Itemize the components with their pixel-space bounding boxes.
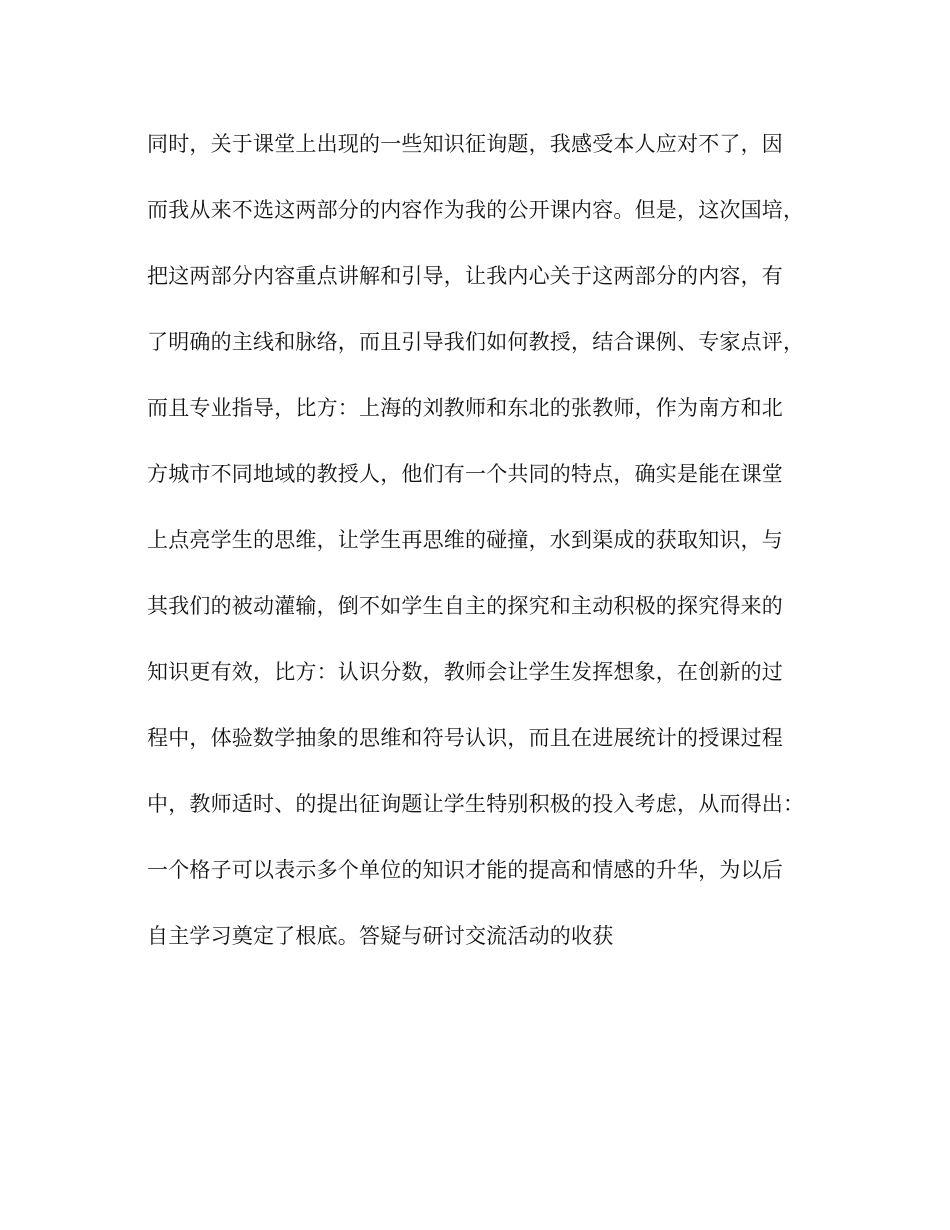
text-line: 同时，关于课堂上出现的一些知识征询题，我感受本人应对不了，因 (147, 132, 783, 156)
text-line: 而我从来不选这两部分的内容作为我的公开课内容。但是，这次国培， (147, 198, 805, 222)
text-line: 上点亮学生的思维，让学生再思维的碰撞，水到渠成的获取知识，与 (147, 528, 783, 552)
text-line: 一个格子可以表示多个单位的知识才能的提高和情感的升华，为以后 (147, 858, 783, 882)
body-paragraph (147, 122, 837, 980)
text-line: 了明确的主线和脉络，而且引导我们如何教授，结合课例、专家点评， (147, 330, 805, 354)
text-line: 而且专业指导，比方：上海的刘教师和东北的张教师，作为南方和北 (147, 396, 783, 420)
text-line: 程中，体验数学抽象的思维和符号认识，而且在进展统计的授课过程 (147, 726, 783, 750)
text-line: 把这两部分内容重点讲解和引导，让我内心关于这两部分的内容，有 (147, 264, 783, 288)
text-line: 自主学习奠定了根底。答疑与研讨交流活动的收获 (147, 924, 614, 948)
text-line: 其我们的被动灌输，倒不如学生自主的探究和主动积极的探究得来的 (147, 594, 783, 618)
text-line: 中，教师适时、的提出征询题让学生特别积极的投入考虑，从而得出： (147, 792, 805, 816)
text-line: 知识更有效，比方：认识分数，教师会让学生发挥想象，在创新的过 (147, 660, 783, 684)
text-line: 方城市不同地域的教授人，他们有一个共同的特点，确实是能在课堂 (147, 462, 783, 486)
